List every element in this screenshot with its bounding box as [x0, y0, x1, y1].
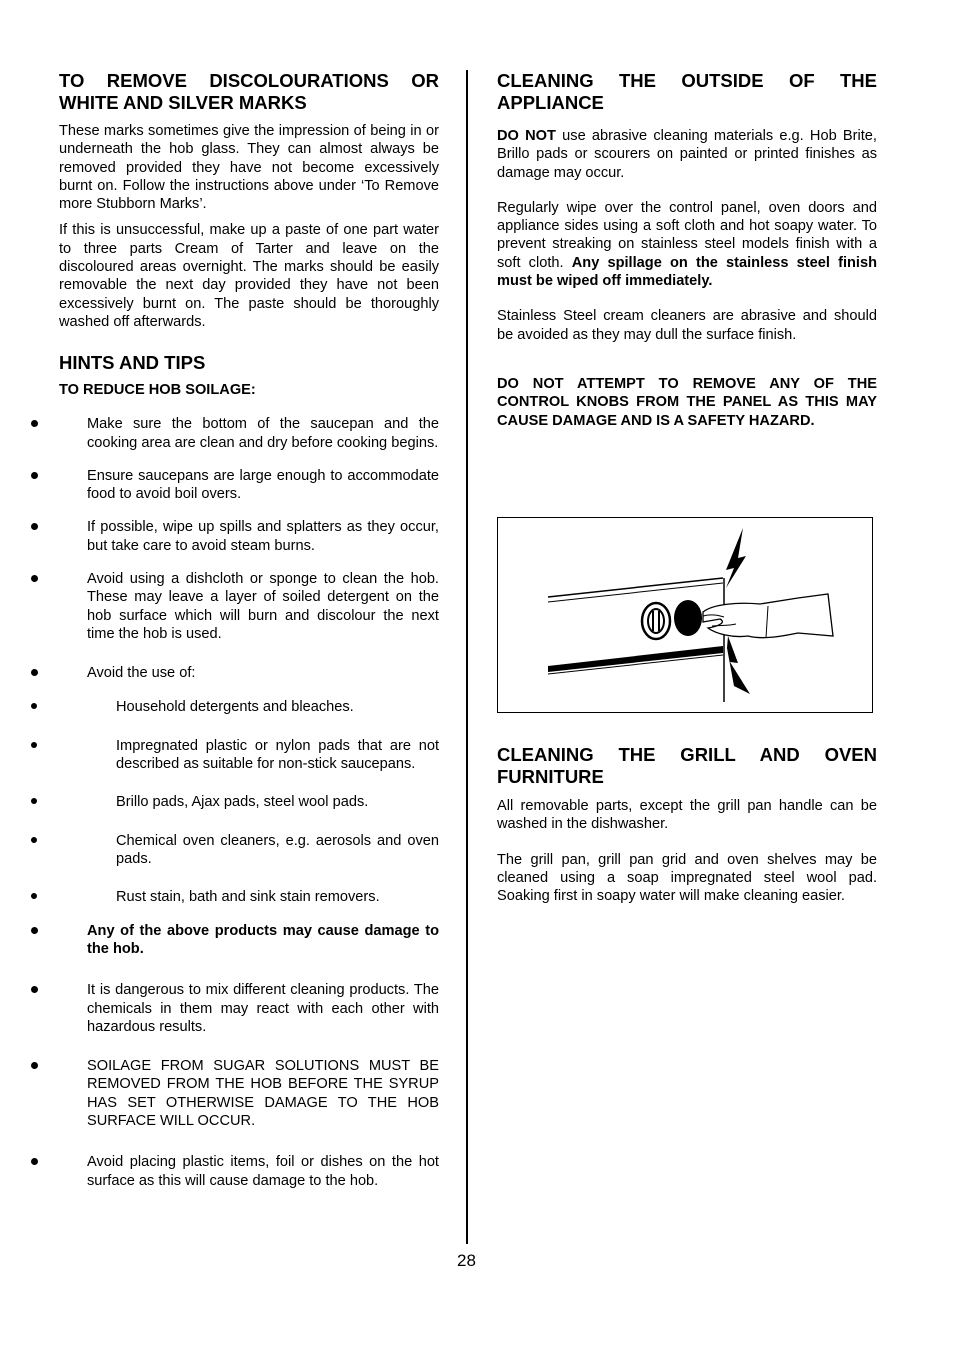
list-item: It is dangerous to mix different cleaning products. The chemicals in them may react with each other with hazardous results. — [59, 981, 439, 1036]
bullet-icon — [31, 927, 38, 934]
paragraph-stainless-cream: Stainless Steel cream cleaners are abrasive and should be avoided as they may dull the surface finish. — [497, 308, 877, 343]
tips-list — [59, 415, 439, 682]
right-column — [497, 68, 877, 430]
left-column — [59, 68, 439, 1190]
list-item: Make sure the bottom of the saucepan and the cooking area are clean and dry before cooking begins. — [59, 415, 439, 452]
bullet-icon — [31, 420, 38, 427]
list-item: Brillo pads, Ajax pads, steel wool pads. — [59, 793, 439, 811]
bullet-icon — [31, 742, 37, 748]
subheading-hob-soilage: TO REDUCE HOB SOILAGE: — [59, 382, 256, 399]
avoid-list — [59, 698, 439, 907]
list-item: Avoid placing plastic items, foil or dishes on the hot surface as this will cause damage to the hob. — [59, 1153, 439, 1190]
list-item: Avoid the use of: — [59, 664, 439, 682]
heading-discolourations: TO REMOVE DISCOLOURATIONS OR WHITE AND SILVER MARKS — [59, 70, 439, 113]
warning-control-knobs: DO NOT ATTEMPT TO REMOVE ANY OF THE CONTROL KNOBS FROM THE PANEL AS THIS MAY CAUSE DAMAGE AND IS A SAFETY HAZARD. — [497, 375, 877, 429]
bullet-icon — [31, 472, 38, 479]
paragraph-discolourations-2: If this is unsuccessful, make up a paste of one part water to three parts Cream of Tarter and leave on the discoloured areas overnight. The marks should be easily removable the next day provided they have not been excessively burnt on. The paste should be thoroughly washed off afterwards. — [59, 222, 439, 330]
bullet-icon — [31, 523, 38, 530]
heading-hints-and-tips: HINTS AND TIPS — [59, 352, 206, 374]
bullet-icon — [31, 893, 37, 899]
right-column-lower — [497, 744, 877, 905]
bullet-icon — [31, 669, 38, 676]
list-item: SOILAGE FROM SUGAR SOLUTIONS MUST BE REMOVED FROM THE HOB BEFORE THE SYRUP HAS SET OTHERWISE DAMAGE TO THE HOB SURFACE WILL OCCUR. — [59, 1057, 439, 1130]
hand-removing-knob-warning-illustration-icon — [498, 518, 872, 712]
heading-cleaning-grill: CLEANING THE GRILL AND OVEN FURNITURE — [497, 744, 877, 787]
list-item: Ensure saucepans are large enough to accommodate food to avoid boil overs. — [59, 467, 439, 504]
list-item: Avoid using a dishcloth or sponge to clean the hob. These may leave a layer of soiled detergent on the hob surface which will burn and discolour the next time the hob is used. — [59, 570, 439, 643]
page-number: 28 — [457, 1251, 476, 1270]
bullet-icon — [31, 1158, 38, 1165]
paragraph-removable-parts: All removable parts, except the grill pan handle can be washed in the dishwasher. — [497, 798, 877, 833]
paragraph-grill-pan: The grill pan, grill pan grid and oven shelves may be cleaned using a soap impregnated steel wool pad. Soaking first in soapy water will make cleaning easier. — [497, 851, 877, 905]
list-item: If possible, wipe up spills and splatters as they occur, but take care to avoid steam burns. — [59, 518, 439, 555]
paragraph-regularly-wipe: Regularly wipe over the control panel, oven doors and appliance sides using a soft cloth and hot soapy water. To prevent streaking on stainless steel models finish with a soft cloth. Any spillage on the stainless steel finish must be wiped off immediately. — [497, 199, 877, 290]
list-item: Any of the above products may cause damage to the hob. — [59, 922, 439, 959]
paragraph-discolourations-1: These marks sometimes give the impression of being in or underneath the hob glass. They can almost always be removed provided they have not become excessively burnt on. Follow the instructions above under ‘To Remove more Stubborn Marks’. — [59, 123, 439, 213]
bullet-icon — [31, 798, 37, 804]
bullet-icon — [31, 986, 38, 993]
paragraph-do-not-abrasive: DO NOT use abrasive cleaning materials e.g. Hob Brite, Brillo pads or scourers on painted or printed finishes as damage may occur. — [497, 128, 877, 181]
list-item: Rust stain, bath and sink stain removers. — [59, 888, 439, 906]
bullet-icon — [31, 703, 37, 709]
list-item: Household detergents and bleaches. — [59, 698, 439, 716]
bullet-icon — [31, 1062, 38, 1069]
list-item: Chemical oven cleaners, e.g. aerosols and oven pads. — [59, 832, 439, 869]
bullet-icon — [31, 575, 38, 582]
bullet-icon — [31, 837, 37, 843]
tips-list-continued — [59, 922, 439, 1190]
column-divider — [466, 70, 468, 1244]
list-item: Impregnated plastic or nylon pads that are not described as suitable for non-stick saucepans. — [59, 737, 439, 774]
heading-cleaning-outside: CLEANING THE OUTSIDE OF THE APPLIANCE — [497, 70, 877, 113]
knob-removal-illustration — [497, 517, 873, 713]
